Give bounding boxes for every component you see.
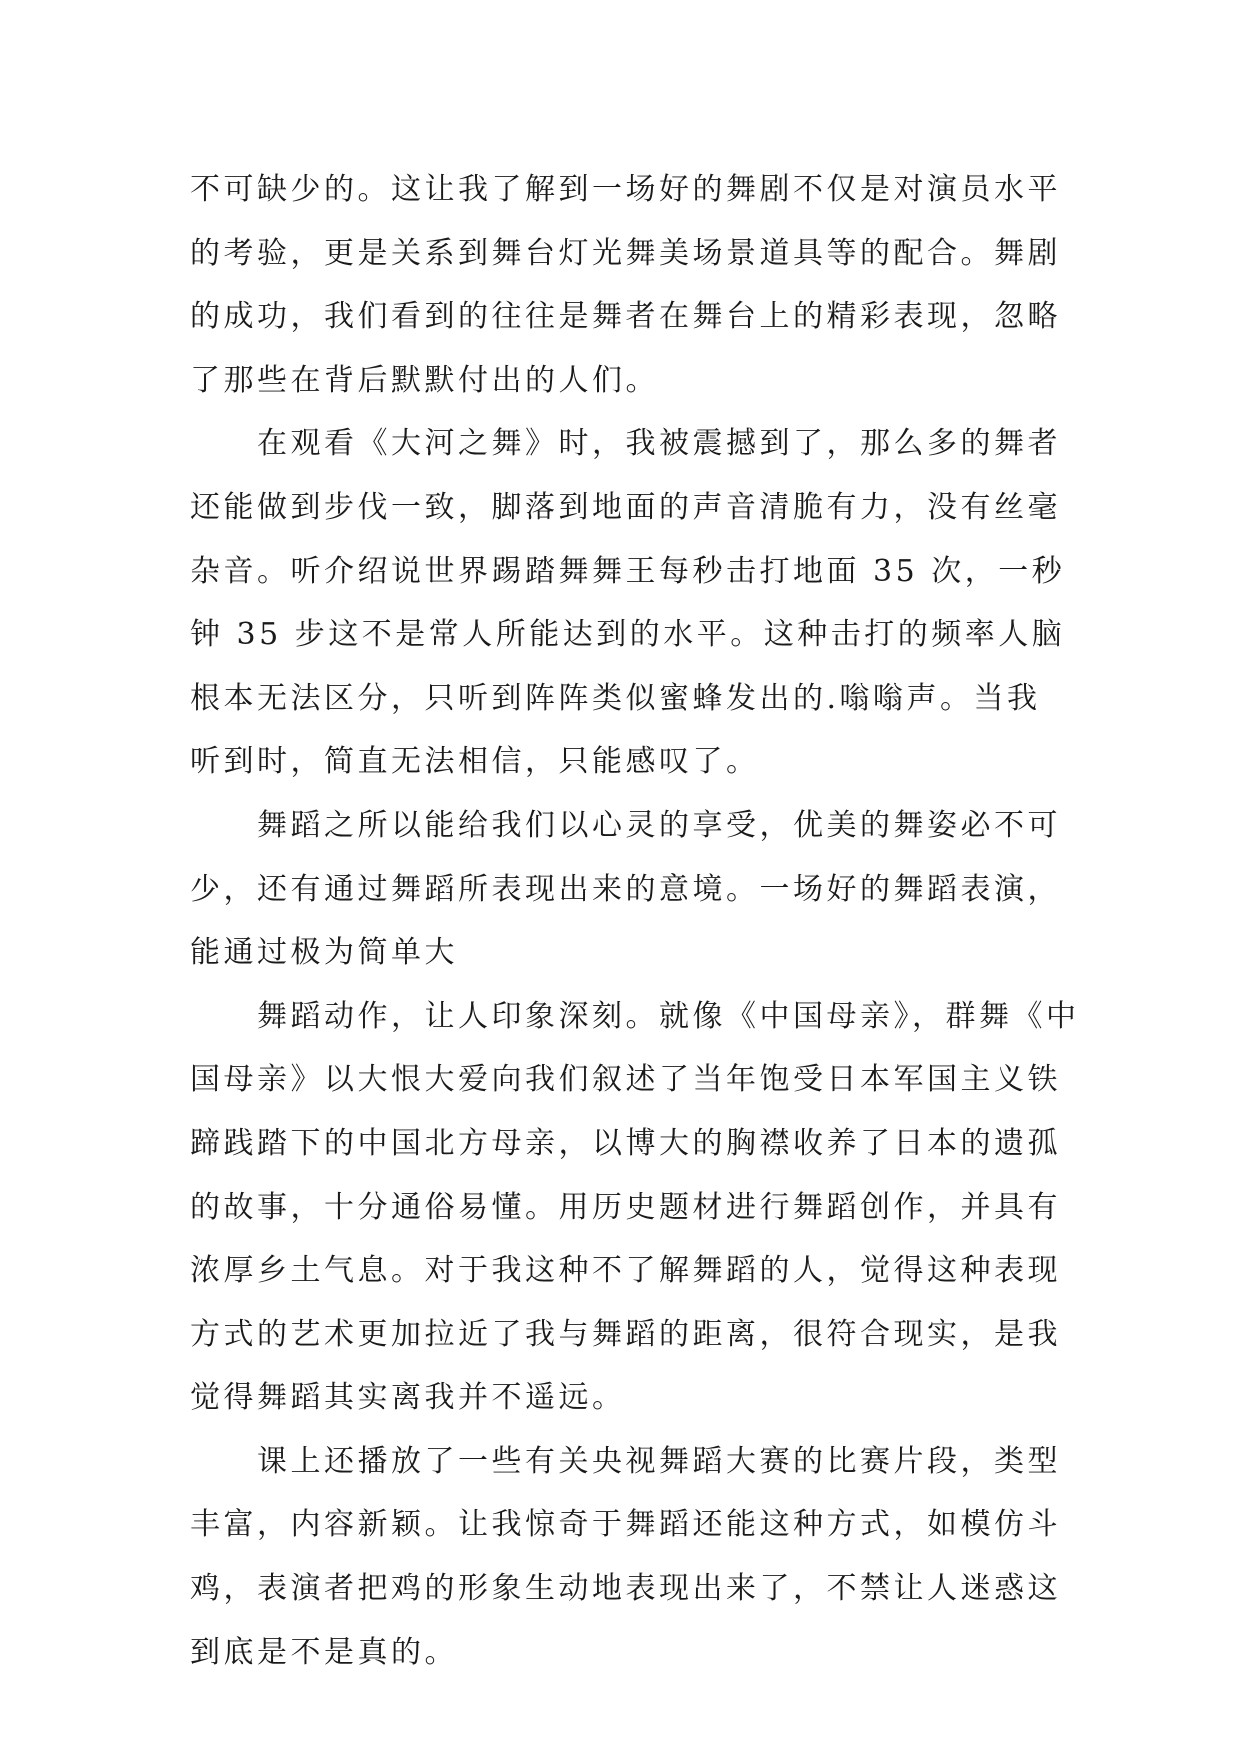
text-line: 了那些在背后默默付出的人们。: [190, 362, 659, 398]
text-line: 蹄践踏下的中国北方母亲，以博大的胸襟收养了日本的遗孤: [190, 1125, 1061, 1161]
text-line: 方式的艺术更加拉近了我与舞蹈的距离，很符合现实，是我: [190, 1316, 1061, 1352]
text-line: 课上还播放了一些有关央视舞蹈大赛的比赛片段，类型: [257, 1443, 1061, 1479]
text-line: 的成功，我们看到的往往是舞者在舞台上的精彩表现，忽略: [190, 299, 1061, 335]
text-line: 觉得舞蹈其实离我并不遥远。: [190, 1380, 626, 1416]
text-line: 的考验，更是关系到舞台灯光舞美场景道具等的配合。舞剧: [190, 235, 1061, 271]
text-line: 在观看《大河之舞》时，我被震撼到了，那么多的舞者: [257, 426, 1061, 462]
text-line: 根本无法区分，只听到阵阵类似蜜蜂发出的.嗡嗡声。当我: [190, 680, 1041, 716]
text-line: 少，还有通过舞蹈所表现出来的意境。一场好的舞蹈表演，: [190, 871, 1061, 907]
text-line: 丰富，内容新颖。让我惊奇于舞蹈还能这种方式，如模仿斗: [190, 1507, 1061, 1543]
text-line: 能通过极为简单大: [190, 935, 458, 971]
text-line: 浓厚乡土气息。对于我这种不了解舞蹈的人，觉得这种表现: [190, 1253, 1061, 1289]
document-body: [190, 158, 1080, 1684]
text-line: 国母亲》以大恨大爱向我们叙述了当年饱受日本军国主义铁: [190, 1062, 1061, 1098]
text-line: 舞蹈之所以能给我们以心灵的享受，优美的舞姿必不可: [257, 807, 1061, 843]
text-line: 舞蹈动作，让人印象深刻。就像《中国母亲》，群舞《中: [257, 998, 1080, 1034]
text-line: 鸡，表演者把鸡的形象生动地表现出来了，不禁让人迷惑这: [190, 1571, 1061, 1607]
text-line: 杂音。听介绍说世界踢踏舞舞王每秒击打地面 35 次，一秒: [190, 553, 1066, 589]
text-line: 还能做到步伐一致，脚落到地面的声音清脆有力，没有丝毫: [190, 489, 1061, 525]
text-line: 的故事，十分通俗易懂。用历史题材进行舞蹈创作，并具有: [190, 1189, 1061, 1225]
text-line: 不可缺少的。这让我了解到一场好的舞剧不仅是对演员水平: [190, 172, 1061, 207]
text-line: 到底是不是真的。: [190, 1634, 458, 1670]
text-line: 钟 35 步这不是常人所能达到的水平。这种击打的频率人脑: [190, 617, 1066, 653]
text-line: 听到时，简直无法相信，只能感叹了。: [190, 744, 760, 780]
